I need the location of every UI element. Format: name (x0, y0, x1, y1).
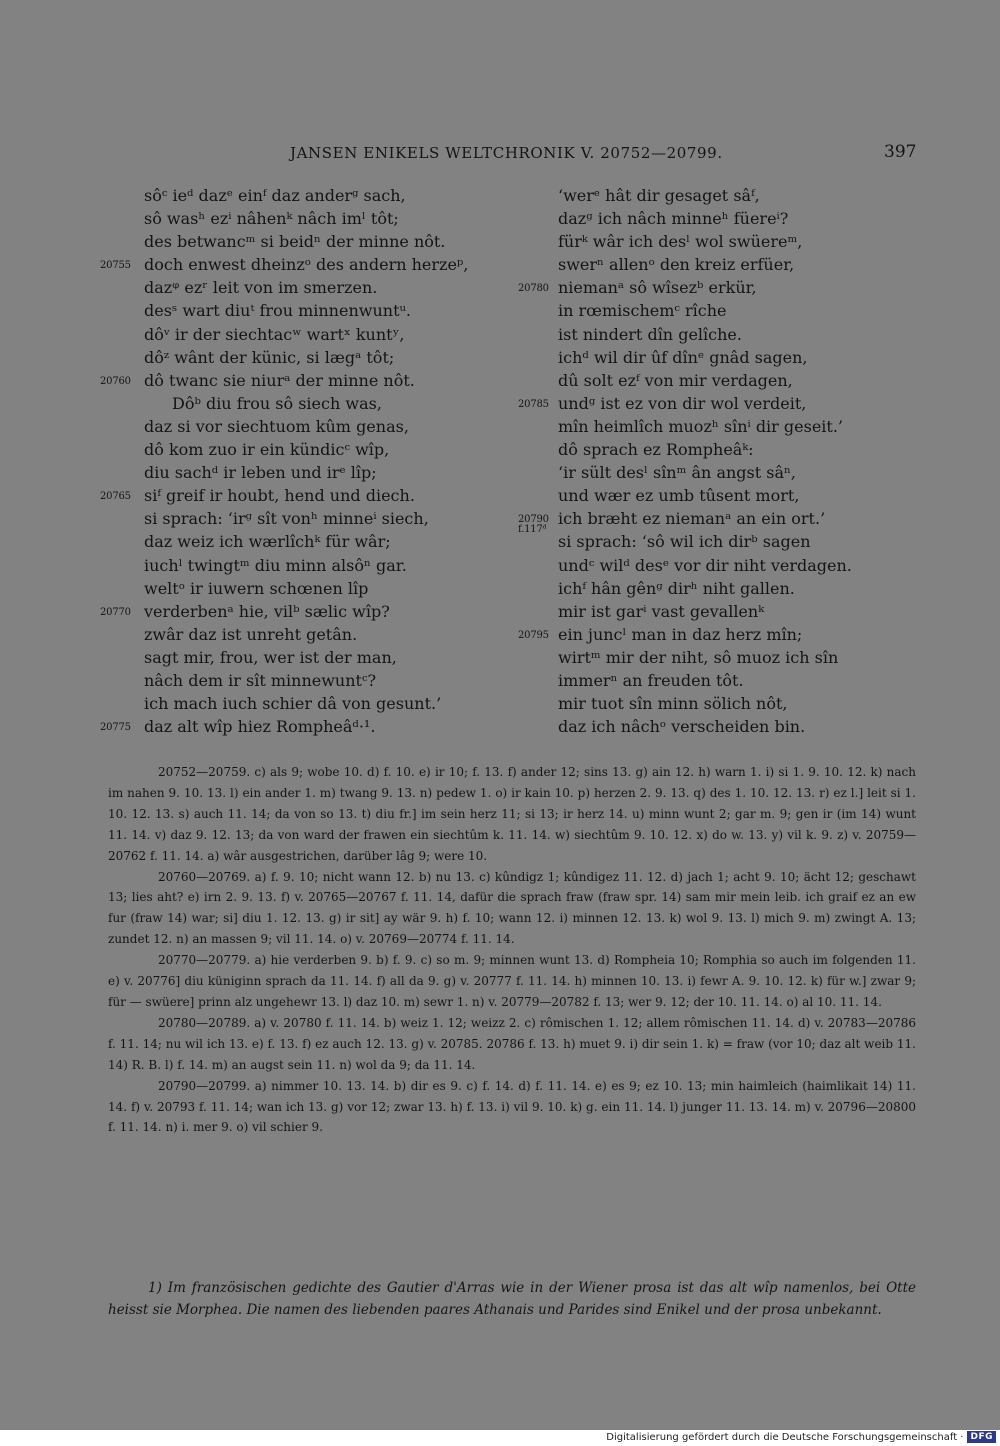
verse-line (518, 369, 918, 392)
verse-line (518, 692, 918, 715)
verse-text: wirtᵐ mir der niht, sô muoz ich sîn (558, 647, 839, 667)
verse-text: ich bræht ez niemanᵃ an ein ort.’ (558, 509, 826, 529)
verse-text: daz weiz ich wærlîchᵏ für wâr; (144, 532, 391, 552)
verse-line (100, 600, 500, 623)
verse-text: doch enwest dheinzᵒ des andern herzeᵖ, (144, 255, 469, 275)
verse-line (100, 346, 500, 369)
verse-line (518, 230, 918, 253)
funding-text: Digitalisierung gefördert durch die Deutsche Forschungsgemeinschaft · (606, 1431, 964, 1443)
verse-line (100, 554, 500, 577)
verse-text: daz ich nâchᵒ verscheiden bin. (558, 717, 806, 737)
verse-line (100, 669, 500, 692)
verse-line (100, 715, 500, 738)
verse-text: si sprach: ‘sô wil ich dirᵇ sagen (558, 532, 811, 552)
verse-text: ichᶠ hân gênᵍ dirʰ niht gallen. (558, 578, 795, 598)
dfg-credit (606, 1428, 996, 1446)
verse-line (100, 253, 500, 276)
verse-line (518, 524, 918, 553)
verse-text: ich mach iuch schier dâ von gesunt.’ (144, 694, 442, 714)
verse-line (100, 530, 500, 553)
verse-line (100, 299, 500, 322)
verse-text: mîn heimlîch muozʰ sînⁱ dir geseit.’ (558, 416, 844, 436)
dfg-logo: DFG (967, 1431, 996, 1443)
verse-text: si sprach: ‘irᵍ sît vonʰ minneⁱ siech, (144, 509, 429, 529)
footnote (108, 1277, 916, 1321)
verse-text: siᶠ greif ir houbt, hend und diech. (144, 486, 415, 506)
verse-line (100, 507, 500, 530)
verse-line (100, 646, 500, 669)
apparatus-paragraph: 20760—20769. a) f. 9. 10; nicht wann 12. b) nu 13. c) kûndigz 1; kûndigez 11. 12. d) jach 1; acht 9. 10; ächt 12; geschawt 13; lies aht? e) irn 2. 9. 13. f) v. 20765—20767 f. 11. 14, dafür die sprach fraw (fraw spr. 14) sam mir mein leib. ich graif ez an ew fur (fraw 14) war; si] diu 1. 12. 13. g) ir sit] ay wär 9. h) f. 10; wann 12. i) minnen 12. 13. k) wol 9. 13. l) mich 9. m) zwingt A. 13; zundet 12. n) an massen 9; vil 11. 14. o) v. 20769—20774 f. 11. 14. (108, 869, 916, 947)
verse-text: immerⁿ an freuden tôt. (558, 670, 744, 690)
verse-line (518, 253, 918, 276)
verse-line (518, 554, 918, 577)
footnote-text: 1) Im französischen gedichte des Gautier d'Arras wie in der Wiener prosa ist das alt wîp namenlos, bei Otte heisst sie Morphea. Die namen des liebenden paares Athanais und Parides sind Enikel und der prosa unbekannt. (108, 1280, 916, 1318)
verse-text: ‘ir sült desˡ sînᵐ ân angst sâⁿ, (558, 463, 797, 483)
verse-number: 20760 (100, 375, 131, 387)
verse-line (100, 230, 500, 253)
verse-line (518, 715, 918, 738)
verse-text: dô sprach ez Rompheâᵏ: (558, 440, 754, 460)
verse-number: f.117ᵈ (518, 524, 547, 536)
verse-line (100, 623, 500, 646)
verse-number: 20775 (100, 722, 131, 734)
verse-text: in rœmischemᶜ rîche (558, 301, 727, 321)
verse-text: undᶜ wilᵈ desᵉ vor dir niht verdagen. (558, 555, 852, 575)
verse-text: ein juncˡ man in daz herz mîn; (558, 624, 803, 644)
verse-line (518, 415, 918, 438)
verse-text: dô kom zuo ir ein kündicᶜ wîp, (144, 440, 390, 460)
verse-line (518, 438, 918, 461)
verse-text: diu sachᵈ ir leben und irᵉ lîp; (144, 463, 377, 483)
verse-text: nâch dem ir sît minnewuntᶜ? (144, 670, 377, 690)
verse-text: und wær ez umb tûsent mort, (558, 486, 800, 506)
verse-number: 20755 (100, 260, 131, 272)
verse-line (518, 207, 918, 230)
verse-text: dôᶻ wânt der künic, si lægᵃ tôt; (144, 347, 395, 367)
verse-text: weltᵒ ir iuwern schœnen lîp (144, 578, 369, 598)
verse-line (518, 346, 918, 369)
page-number: 397 (884, 142, 917, 162)
verse-column-right (518, 184, 918, 738)
verse-line (518, 184, 918, 207)
verse-line (100, 184, 500, 207)
verse-text: swerⁿ allenᵒ den kreiz erfüer, (558, 255, 795, 275)
verse-text: zwâr daz ist unreht getân. (144, 624, 358, 644)
verse-text: ist nindert dîn gelîche. (558, 324, 742, 344)
verse-number: 20780 (518, 283, 549, 295)
apparatus-paragraph: 20790—20799. a) nimmer 10. 13. 14. b) dir es 9. c) f. 14. d) f. 11. 14. e) es 9; ez 10. 13; min haimleich (haimlikait 14) 11. 14. f) v. 20793 f. 11. 14; wan ich 13. g) vor 12; zwar 13. h) f. 13. i) vil 9. 10. k) g. ein 11. 14. l) junger 11. 13. 14. m) v. 20796—20800 f. 11. 14. n) i. mer 9. o) vil schier 9. (108, 1078, 916, 1135)
verse-line (100, 415, 500, 438)
verse-text: daz si vor siechtuom kûm genas, (144, 416, 409, 436)
verse-line (518, 669, 918, 692)
verse-column-left (100, 184, 500, 738)
verse-line (518, 276, 918, 299)
verse-text: dazᵠ ezʳ leit von im smerzen. (144, 278, 378, 298)
apparatus-paragraph: 20780—20789. a) v. 20780 f. 11. 14. b) weiz 1. 12; weizz 2. c) rômischen 1. 12; allem rômischen 11. 14. d) v. 20783—20786 f. 11. 14; nu wil ich 13. e) f. 13. f) ez auch 12. 13. g) v. 20785. 20786 f. 13. h) muet 9. i) dir sein 1. k) = fraw (vor 10; daz alt weib 11. 14) R. B. l) f. 14. m) an augst sein 11. n) wol da 9; da 11. 14. (108, 1015, 916, 1072)
verse-line (100, 207, 500, 230)
verse-line (100, 369, 500, 392)
verse-line (100, 461, 500, 484)
verse-number: 20765 (100, 491, 131, 503)
verse-line (100, 438, 500, 461)
apparatus-paragraph: 20770—20779. a) hie verderben 9. b) f. 9. c) so m. 9; minnen wunt 13. d) Rompheia 10; Romphia so auch im folgenden 11. e) v. 20776] diu küniginn sprach da 11. 14. f) all da 9. g) v. 20777 f. 11. 14. h) minnen 10. 13. i) fewr A. 9. 10. 12. k) für w.] zwar 9; für — swüere] prinn alz ungehewr 13. l) daz 10. m) sewr 1. n) v. 20779—20782 f. 13; wer 9. 12; der 10. 11. 14. o) al 10. 11. 14. (108, 953, 916, 1009)
verse-text: desˢ wart diuᵗ frou minnenwuntᵘ. (144, 301, 411, 321)
verse-line (518, 507, 918, 530)
verse-text: dô twanc sie niurᵃ der minne nôt. (144, 370, 415, 390)
verse-line (518, 600, 918, 623)
verse-line (518, 392, 918, 415)
verse-line (100, 484, 500, 507)
verse-text: dôᵛ ir der siechtacʷ wartˣ kuntʸ, (144, 324, 405, 344)
verse-text: niemanᵃ sô wîsezᵇ erkür, (558, 278, 757, 298)
verse-line (518, 577, 918, 600)
verse-line (100, 392, 500, 415)
verse-text: sagt mir, frou, wer ist der man, (144, 647, 397, 667)
verse-number: 20795 (518, 629, 549, 641)
verse-text: sô wasʰ ezⁱ nâhenᵏ nâch imˡ tôt; (144, 209, 399, 229)
verse-line (100, 577, 500, 600)
verse-text: fürᵏ wâr ich desˡ wol swüereᵐ, (558, 232, 803, 252)
verse-text: ‘werᵉ hât dir gesaget sâᶠ, (558, 186, 760, 205)
verse-line (100, 323, 500, 346)
verse-text: des betwancᵐ si beidⁿ der minne nôt. (144, 232, 446, 252)
verse-line (518, 484, 918, 507)
verse-text: sôᶜ ieᵈ dazᵉ einᶠ daz anderᵍ sach, (144, 186, 406, 205)
verse-number: 20785 (518, 398, 549, 410)
verse-number: 20790 (518, 514, 549, 526)
apparatus-paragraph: 20752—20759. c) als 9; wobe 10. d) f. 10. e) ir 10; f. 13. f) ander 12; sins 13. g) ain 12. h) warn 1. i) si 1. 9. 10. 12. k) nach im nahen 9. 10. 13. l) ein ander 1. m) twang 9. 13. n) pedew 1. o) ir kain 10. p) herzen 2. 9. 13. q) des 1. 10. 12. 13. r) ez l.] leit si 1. 10. 12. 13. s) auch 11. 14; da von so 13. t) diu fr.] im sein herz 11; si 13; ir herz 14. u) minn wunt 2; gar m. 9; gen ir (im 14) wunt 11. 14. v) daz 9. 12. 13; da von ward der frawen ein siechtûm k. 11. 14. w) siechtûm 9. 10. 12. x) do w. 13. y) vil k. 9. z) v. 20759—20762 f. 11. 14. a) wâr ausgestrichen, darüber lâg 9; were 10. (108, 765, 916, 863)
verse-text: ichᵈ wil dir ûf dînᵉ gnâd sagen, (558, 347, 808, 367)
critical-apparatus (108, 762, 916, 1138)
verse-text: daz alt wîp hiez Rompheâᵈ·¹. (144, 717, 376, 737)
verse-text: dû solt ezᶠ von mir verdagen, (558, 370, 793, 390)
verse-text: Dôᵇ diu frou sô siech was, (172, 393, 382, 413)
verse-line (518, 646, 918, 669)
verse-text: iuchˡ twingtᵐ diu minn alsôⁿ gar. (144, 555, 407, 575)
verse-line (100, 692, 500, 715)
verse-line (518, 323, 918, 346)
verse-line (518, 299, 918, 322)
verse-text: mir tuot sîn minn sölich nôt, (558, 694, 788, 714)
verse-number: 20770 (100, 606, 131, 618)
verse-text: verderbenᵃ hie, vilᵇ sælic wîp? (144, 601, 390, 621)
verse-line (518, 623, 918, 646)
verse-text: mir ist garⁱ vast gevallenᵏ (558, 601, 765, 621)
running-header: JANSEN ENIKELS WELTCHRONIK V. 20752—20799. (290, 144, 723, 162)
verse-line (100, 276, 500, 299)
verse-text: dazᵍ ich nâch minneʰ füereⁱ? (558, 209, 789, 229)
verse-text: undᵍ ist ez von dir wol verdeit, (558, 393, 807, 413)
verse-line (518, 461, 918, 484)
